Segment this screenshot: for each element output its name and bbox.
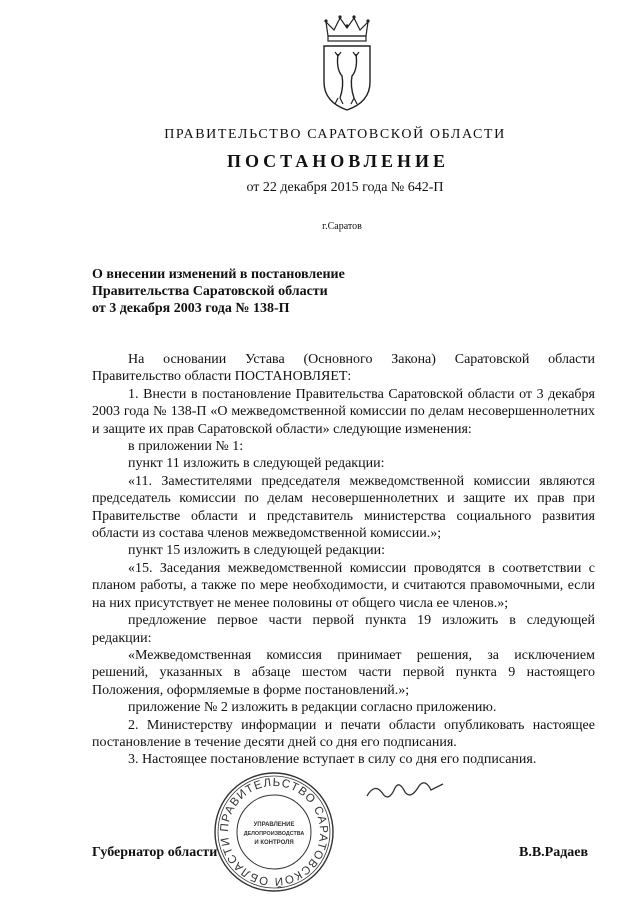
body-paragraph: в приложении № 1: [128, 439, 244, 455]
coat-of-arms-icon [316, 14, 378, 114]
document-type-title: ПОСТАНОВЛЕНИЕ [226, 151, 450, 171]
document-body [92, 351, 595, 769]
signatory-position: Губернатор области [92, 845, 218, 860]
body-paragraph: На основании Устава (Основного Закона) Саратовской области Правительство области ПОСТАНОВЛЯЕТ: [92, 352, 595, 385]
body-paragraph: пункт 11 изложить в следующей редакции: [128, 456, 385, 472]
body-paragraph: 3. Настоящее постановление вступает в силу со дня его подписания. [128, 752, 537, 768]
government-name: ПРАВИТЕЛЬСТВО САРАТОВСКОЙ ОБЛАСТИ [164, 127, 506, 142]
document-subject [92, 266, 412, 317]
stamp-center-line: ДЕЛОПРОИЗВОДСТВА [243, 831, 305, 837]
handwritten-signature [365, 776, 445, 804]
signatory-name: В.В.Радаев [519, 845, 589, 860]
body-paragraph: 1. Внести в постановление Правительства Саратовской области от 3 декабря 2003 года № 138-П «О межведомственной комиссии по делам несовершеннолетних и защите их прав Саратовской области» следующие изменения: [92, 386, 595, 437]
subject-line: от 3 декабря 2003 года № 138-П [92, 301, 290, 316]
subject-line: О внесении изменений в постановление [92, 267, 345, 282]
body-paragraph: пункт 15 изложить в следующей редакции: [128, 543, 385, 559]
stamp-ring-text: ПРАВИТЕЛЬСТВО САРАТОВСКОЙ ОБЛАСТИ [218, 776, 330, 888]
date-and-number: от 22 декабря 2015 года № 642-П [246, 180, 444, 195]
body-paragraph: «Межведомственная комиссия принимает решения, за исключением решений, указанных в абзаце шестом части первой пункта 9 настоящего Положения, оформляемые в форме постановлений.»; [92, 647, 595, 698]
body-paragraph: «15. Заседания межведомственной комиссии проводятся в соответствии с планом работы, а также по мере необходимости, и считаются правомочными, если на них присутствует не менее половины от общего числа ее членов.»; [92, 560, 595, 611]
body-paragraph: приложение № 2 изложить в редакции согласно приложению. [128, 700, 497, 716]
official-stamp [212, 770, 336, 894]
body-paragraph: предложение первое части первой пункта 19 изложить в следующей редакции: [92, 613, 595, 646]
stamp-center-line: УПРАВЛЕНИЕ [253, 822, 295, 828]
subject-line: Правительства Саратовской области [92, 284, 328, 299]
body-paragraph: «11. Заместителями председателя межведомственной комиссии являются председатель комиссии по делам несовершеннолетних и защите их прав при Правительстве области и представитель министерства социального развития области из состава членов межведомственной комиссии.»; [92, 473, 595, 542]
body-paragraph: 2. Министерству информации и печати области опубликовать настоящее постановление в течение десяти дней со дня его подписания. [92, 717, 595, 750]
city-name: г.Саратов [322, 221, 362, 232]
stamp-center-line: И КОНТРОЛЯ [254, 840, 294, 846]
